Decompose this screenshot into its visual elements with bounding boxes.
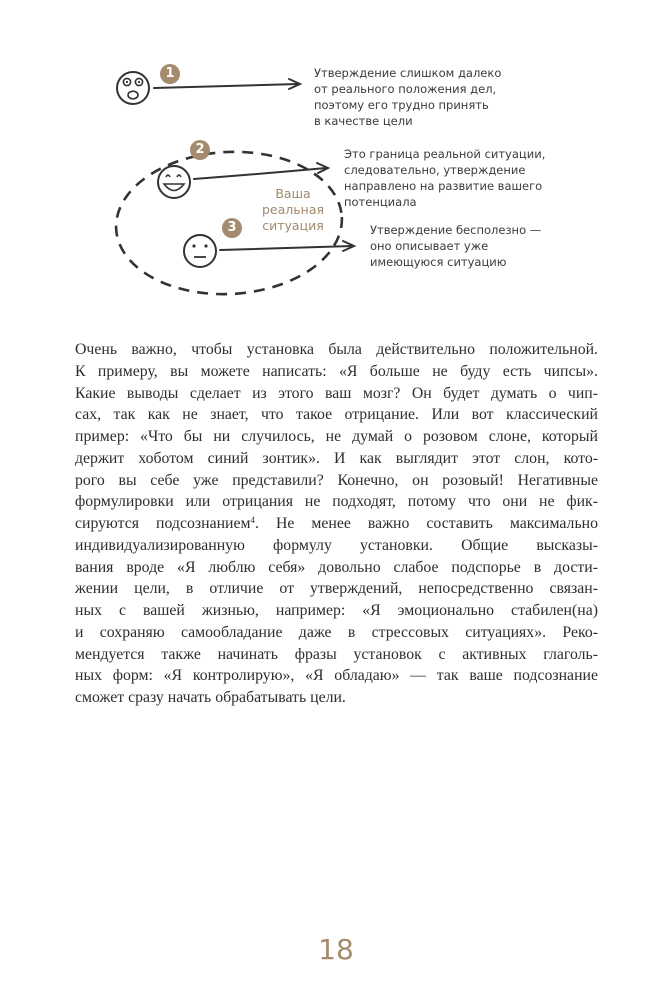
real-situation-label-line: ситуация [262, 218, 324, 233]
caption-line: потенциала [344, 195, 417, 209]
caption-line: Это граница реальной ситуации, [344, 147, 546, 161]
text-line: сможет сразу начать обрабатывать цели. [75, 689, 346, 706]
diagram-drawing [0, 0, 672, 320]
text-line: держит хоботом синий зонтик». И как выглядит этот слон, кото- [75, 449, 598, 467]
neutral-face-icon [184, 235, 216, 267]
real-situation-label-line: реальная [262, 202, 324, 217]
text-line: мендуется также начинать фразы установок с активных глаголь- [75, 645, 598, 663]
text-line: К примеру, вы можете написать: «Я больше не буду есть чипсы». [75, 362, 598, 380]
body-paragraph [75, 339, 598, 709]
caption-line: направлено на развитие вашего [344, 179, 543, 193]
text-line: пример: «Что бы ни случилось, не думай о розовом слоне, который [75, 428, 598, 445]
text-line: индивидуализированную формулу установки. Общие высказы- [75, 536, 598, 554]
text-line: вания вроде «Я люблю себя» довольно слабое подспорье в дости- [75, 558, 598, 576]
text-fragment: сируются подсознанием [75, 515, 251, 532]
step-3-badge: 3 [222, 218, 242, 238]
caption-line: в качестве цели [314, 114, 413, 128]
caption-line: имеющуюся ситуацию [370, 255, 507, 269]
stressed-face-icon [117, 72, 149, 104]
smiling-face-icon [158, 166, 190, 198]
statement-2-caption [344, 146, 545, 210]
text-line: ных с вашей жизнью, например: «Я эмоционально стабилен(на) [75, 602, 598, 619]
text-line: сах, так как не знает, что такое отрицание. Или вот классический [75, 406, 598, 424]
caption-line: от реального положения дел, [314, 82, 497, 96]
text-line [75, 513, 598, 535]
caption-line: Утверждение бесполезно — [370, 223, 542, 237]
step-2-badge: 2 [190, 140, 210, 160]
text-line: и сохраняю самообладание даже в стрессовых ситуациях». Реко- [75, 623, 598, 641]
real-situation-label-line: Ваша [275, 186, 311, 201]
text-line: ных форм: «Я контролирую», «Я обладаю» — так ваше подсознание [75, 667, 598, 685]
caption-line: следовательно, утверждение [344, 163, 526, 177]
caption-line: оно описывает уже [370, 239, 489, 253]
text-line: формулировки или отрицания не подходят, потому что они не фик- [75, 493, 598, 511]
text-line: жении цели, в отличие от утверждений, непосредственно связан- [75, 580, 598, 598]
statement-1-caption [314, 65, 501, 129]
text-line: Очень важно, чтобы установка была действительно положительной. [75, 341, 598, 358]
caption-line: Утверждение слишком далеко [314, 66, 502, 80]
caption-line: поэтому его трудно принять [314, 98, 489, 112]
real-situation-label [253, 186, 333, 234]
statement-3-caption [370, 222, 541, 270]
page-number: 18 [318, 933, 354, 966]
arrow-3 [220, 241, 354, 251]
step-1-badge: 1 [160, 64, 180, 84]
text-fragment: . Не менее важно составить максимально [255, 515, 598, 532]
text-line: Какие выводы сделает из этого ваш мозг? Он будет думать о чип- [75, 384, 598, 402]
footnote-reference[interactable]: 4 [250, 515, 255, 525]
text-line: рого вы себе уже представили? Конечно, он розовый! Негативные [75, 471, 598, 489]
arrow-2 [194, 163, 328, 179]
